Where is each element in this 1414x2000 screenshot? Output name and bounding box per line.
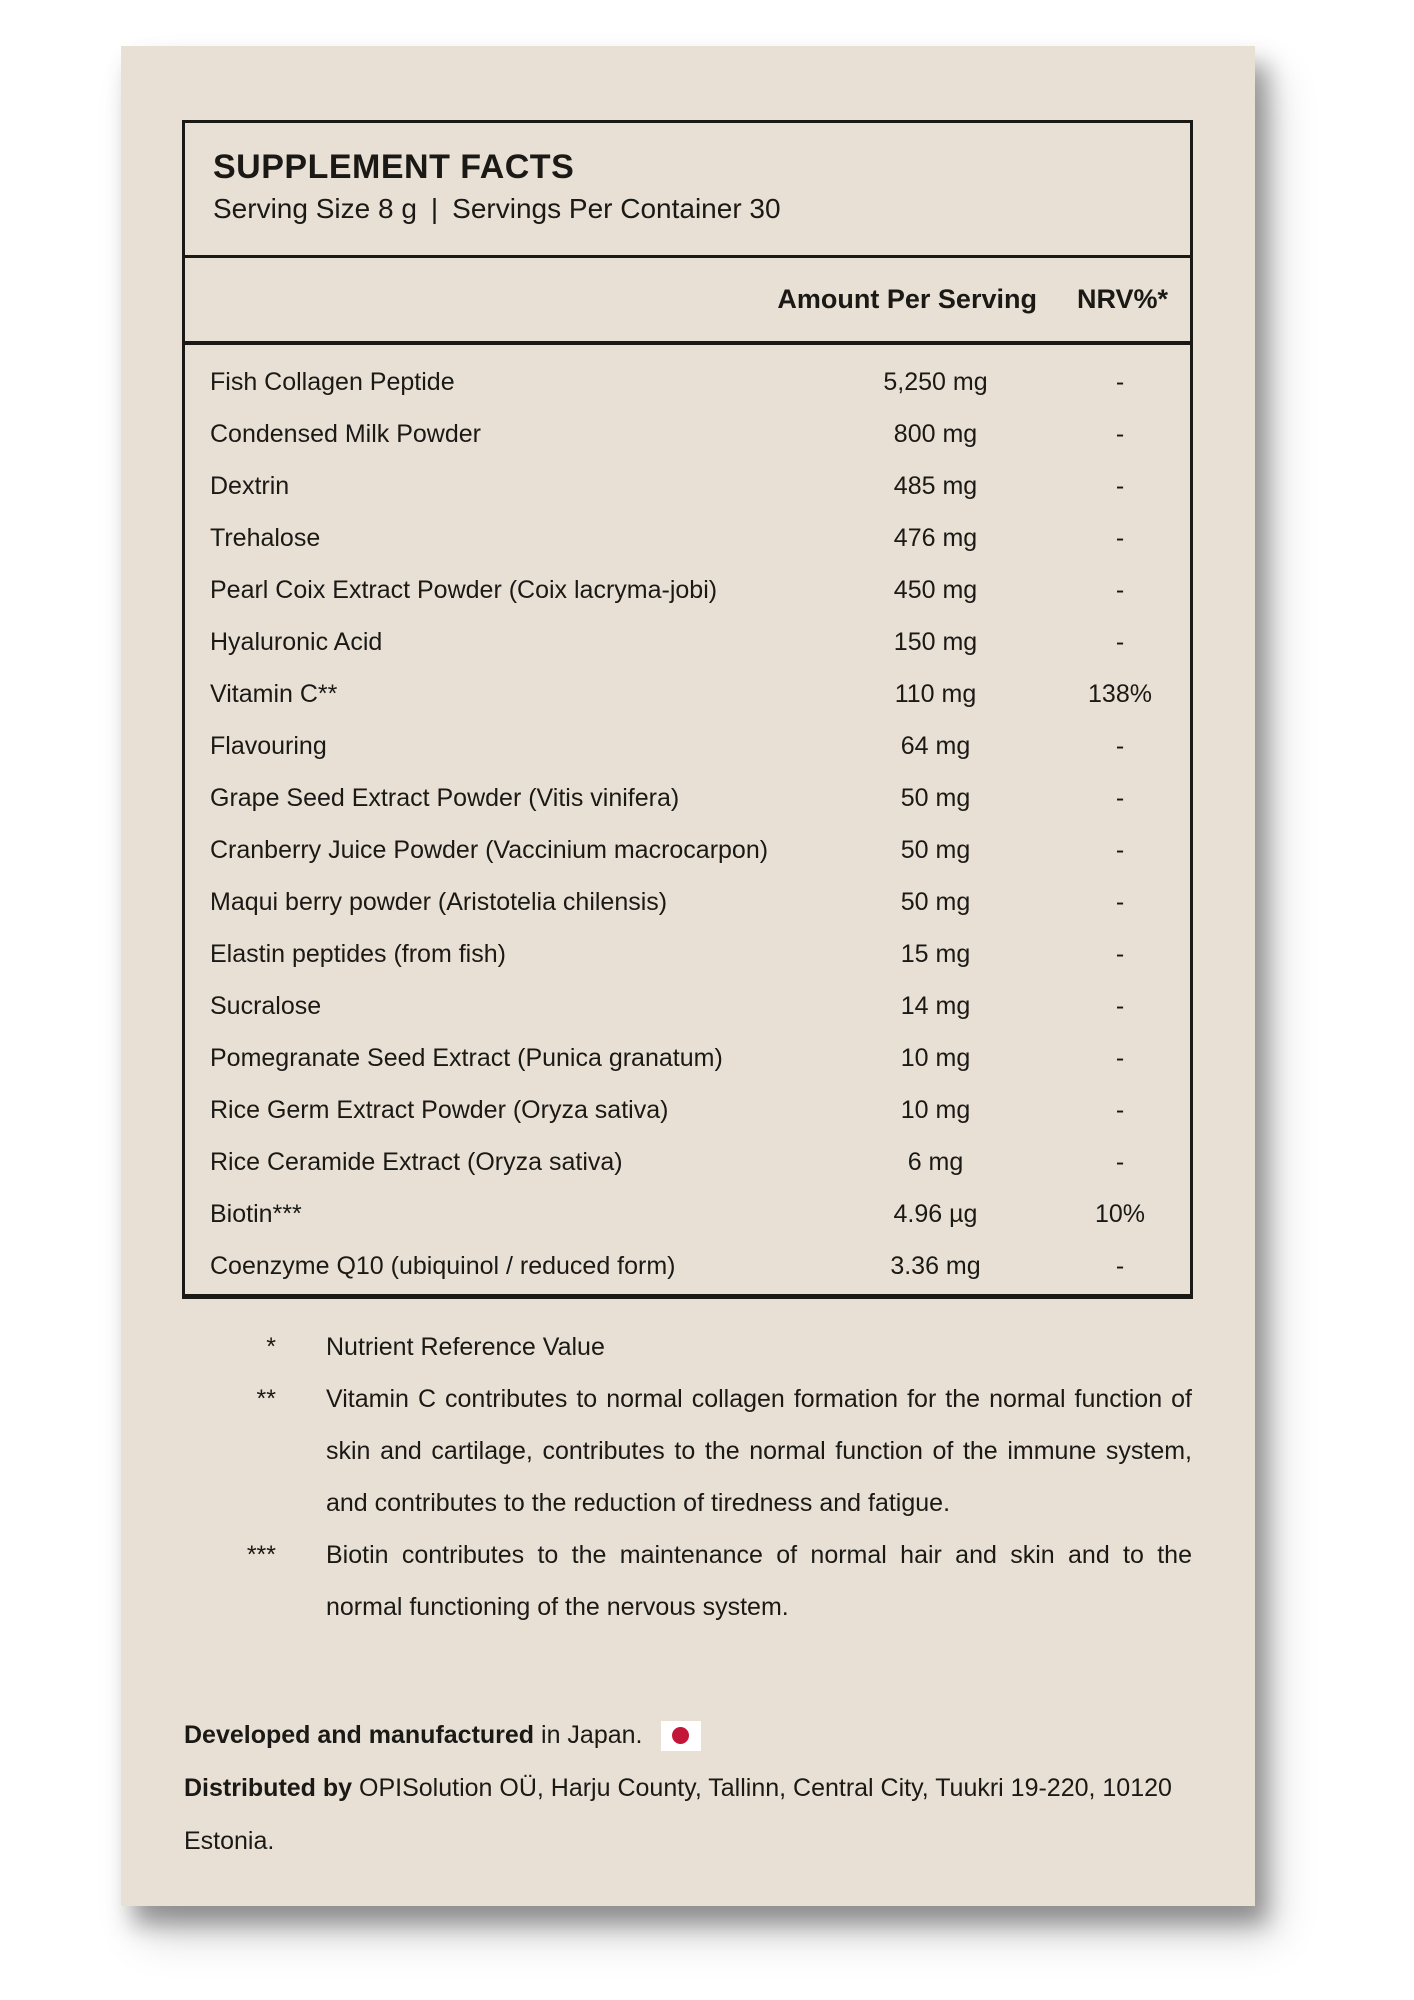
facts-header [185,123,1190,258]
ingredient-row [185,928,1190,980]
footnote-marker: * [266,1333,276,1361]
ingredient-nrv: - [1115,1095,1125,1124]
ingredient-name: Elastin peptides (from fish) [210,939,506,968]
ingredient-nrv: - [1115,991,1125,1020]
ingredient-amount: 3.36 mg [890,1251,981,1280]
ingredient-row [185,1136,1190,1188]
distributed-text: OPISolution OÜ, Harju County, Tallinn, Central City, Tuukri 19-220, 10120 Estonia. [184,1774,1172,1855]
ingredient-amount: 10 mg [900,1095,971,1124]
ingredient-row [185,824,1190,876]
ingredient-nrv: - [1115,783,1125,812]
ingredient-nrv: 10% [1094,1199,1146,1228]
ingredient-row [185,980,1190,1032]
footnote-row [210,1529,1192,1633]
ingredient-nrv: - [1115,1251,1125,1280]
ingredient-name: Dextrin [210,471,290,500]
ingredient-row [185,876,1190,928]
ingredient-amount: 800 mg [893,419,978,448]
ingredient-amount: 150 mg [893,627,978,656]
ingredient-row [185,564,1190,616]
ingredient-name: Biotin*** [210,1199,302,1228]
ingredient-row [185,1084,1190,1136]
ingredient-nrv: - [1115,471,1125,500]
ingredient-name: Flavouring [210,731,327,760]
ingredient-name: Rice Germ Extract Powder (Oryza sativa) [210,1095,669,1124]
ingredient-name: Sucralose [210,991,322,1020]
ingredient-nrv: - [1115,627,1125,656]
facts-title: SUPPLEMENT FACTS [213,148,575,186]
distributed-line [184,1762,1184,1868]
ingredient-name: Fish Collagen Peptide [210,367,455,396]
ingredient-amount: 15 mg [900,939,971,968]
ingredient-name: Cranberry Juice Powder (Vaccinium macrocarpon) [210,835,769,864]
footnote-row [210,1321,1192,1373]
ingredient-nrv: 138% [1088,679,1152,708]
footnotes [210,1321,1192,1633]
ingredient-row [185,356,1190,408]
developed-line [184,1709,1184,1762]
developed-label: Developed and manufactured [184,1721,535,1749]
ingredient-row [185,408,1190,460]
ingredient-amount: 14 mg [900,991,971,1020]
ingredient-amount: 485 mg [893,471,978,500]
ingredient-name: Vitamin C** [210,679,338,708]
footnote-marker: *** [246,1541,276,1569]
ingredient-row [185,616,1190,668]
ingredient-row [185,1188,1190,1240]
ingredient-amount: 476 mg [893,523,978,552]
ingredient-row [185,512,1190,564]
developed-text: in Japan. [534,1721,643,1749]
supplement-facts-panel [182,120,1193,1299]
ingredient-row [185,772,1190,824]
manufacturer-info [184,1709,1184,1868]
ingredient-name: Grape Seed Extract Powder (Vitis vinifera) [210,783,680,812]
serving-info [213,189,1162,229]
ingredient-name: Rice Ceramide Extract (Oryza sativa) [210,1147,623,1176]
footnote-text: Biotin contributes to the maintenance of normal hair and skin and to the normal functioning of the nervous system. [326,1541,1192,1621]
footnote-text: Nutrient Reference Value [326,1333,605,1361]
ingredient-amount: 10 mg [900,1043,971,1072]
ingredient-name: Trehalose [210,523,321,552]
ingredient-row [185,1240,1190,1292]
japan-flag-icon [661,1721,701,1751]
column-header-row [185,258,1190,345]
ingredient-amount: 5,250 mg [883,367,988,396]
ingredient-name: Hyaluronic Acid [210,627,383,656]
ingredient-amount: 450 mg [893,575,978,604]
ingredient-nrv: - [1115,419,1125,448]
ingredient-row [185,720,1190,772]
footnote-marker: ** [256,1385,276,1413]
ingredient-name: Coenzyme Q10 (ubiquinol / reduced form) [210,1251,676,1280]
ingredient-nrv: - [1115,523,1125,552]
ingredient-row [185,1032,1190,1084]
ingredient-name: Condensed Milk Powder [210,419,481,448]
ingredient-nrv: - [1115,835,1125,864]
ingredient-amount: 110 mg [894,679,977,708]
ingredient-amount: 4.96 µg [893,1199,978,1228]
serving-size: Serving Size 8 g [213,193,417,224]
ingredient-nrv: - [1115,575,1125,604]
ingredient-amount: 6 mg [907,1147,964,1176]
ingredient-amount: 50 mg [900,887,971,916]
distributed-label: Distributed by [184,1774,353,1802]
ingredient-nrv: - [1115,731,1125,760]
column-header-nrv: NRV%* [1076,284,1168,314]
footnote-text: Vitamin C contributes to normal collagen formation for the normal function of skin and cartilage, contributes to the normal function of the immune system, and contributes to the reduction of tiredness and fatigue. [326,1385,1192,1517]
ingredient-amount: 50 mg [900,783,971,812]
ingredient-name: Pomegranate Seed Extract (Punica granatum) [210,1043,723,1072]
ingredient-row [185,668,1190,720]
ingredient-nrv: - [1115,1147,1125,1176]
ingredient-amount: 64 mg [900,731,971,760]
ingredient-name: Pearl Coix Extract Powder (Coix lacryma-jobi) [210,575,718,604]
ingredient-table [185,345,1190,1292]
footnote-row [210,1373,1192,1529]
ingredient-nrv: - [1115,1043,1125,1072]
servings-per-container: Servings Per Container 30 [452,193,781,224]
ingredient-amount: 50 mg [900,835,971,864]
ingredient-nrv: - [1115,367,1125,396]
column-header-amount: Amount Per Serving [777,284,1037,314]
ingredient-nrv: - [1115,939,1125,968]
japan-flag-dot [672,1727,689,1744]
ingredient-row [185,460,1190,512]
ingredient-nrv: - [1115,887,1125,916]
ingredient-name: Maqui berry powder (Aristotelia chilensis) [210,887,668,916]
supplement-label-card [121,46,1255,1906]
serving-separator: | [430,193,439,224]
